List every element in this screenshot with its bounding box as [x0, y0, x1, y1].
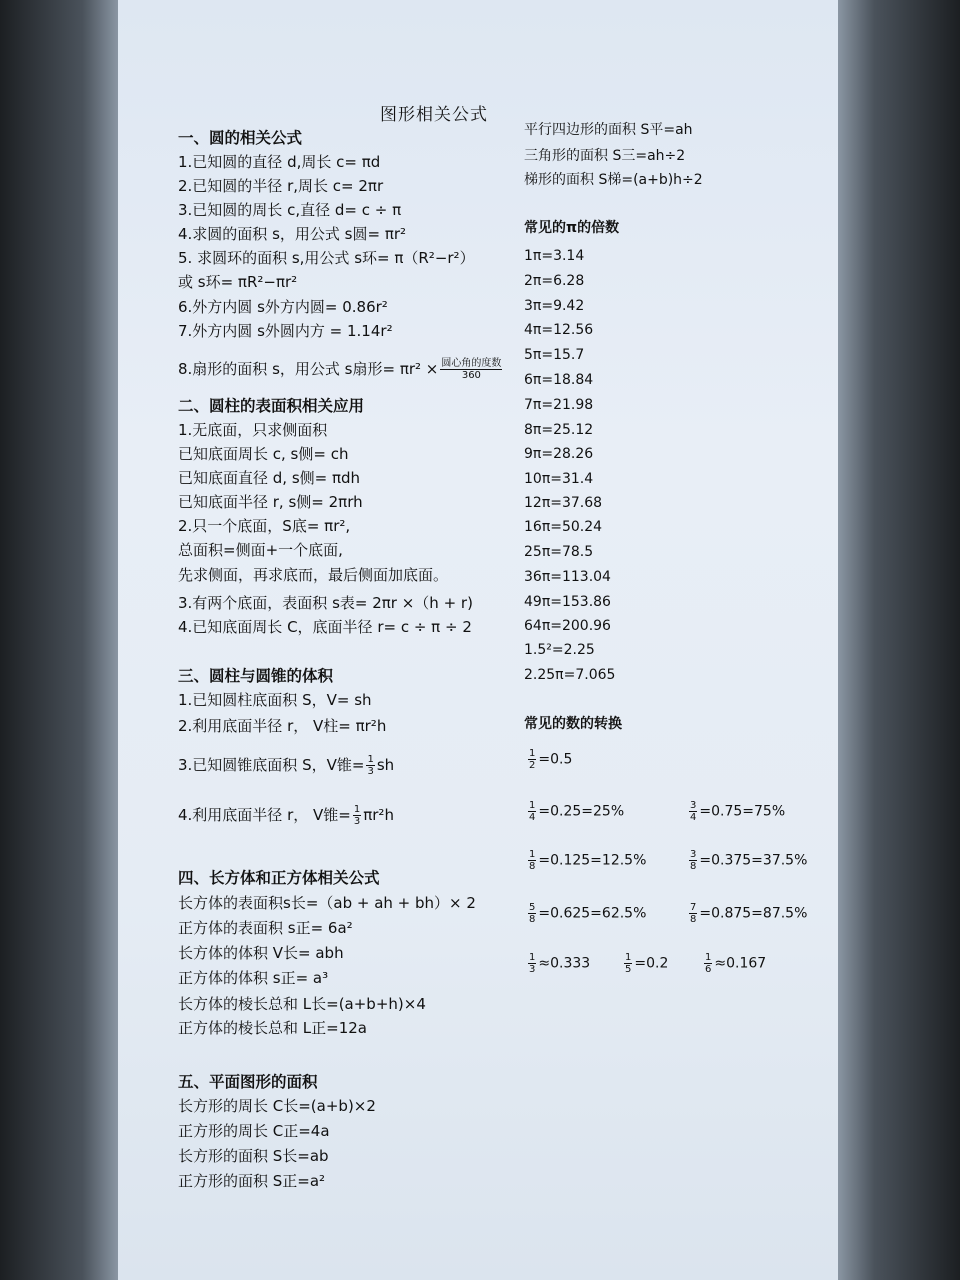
right-formula: 1.5²=2.25: [524, 642, 595, 658]
desk-right: [838, 0, 960, 1280]
fraction: $\frac{1}{8}$: [529, 849, 536, 872]
left-formula: 2.只一个底面，S底= πr²,: [178, 517, 351, 535]
left-formula: 正方体的体积 s正= a³: [178, 969, 329, 987]
left-formula: 3.已知圆锥底面积 S，V锥= $\frac{1}{3}$ sh: [178, 754, 395, 777]
fraction: $\frac{3}{4}$: [690, 800, 697, 823]
left-formula: 2.已知圆的半径 r,周长 c= 2πr: [178, 177, 384, 195]
left-formula: 5. 求圆环的面积 s,用公式 s环= π（R²−r²）: [178, 249, 475, 267]
left-formula: 长方形的面积 S长=ab: [178, 1147, 329, 1165]
fraction-conversion: $\frac{1}{2}$ =0.5: [529, 748, 573, 771]
fraction: $\frac{5}{8}$: [529, 902, 536, 925]
right-formula: 7π=21.98: [524, 397, 594, 413]
left-formula: 4.已知底面周长 C，底面半径 r= c ÷ π ÷ 2: [178, 618, 472, 636]
fraction-conversion: $\frac{1}{4}$ =0.25=25%: [529, 800, 625, 823]
left-formula: 3.已知圆的周长 c,直径 d= c ÷ π: [178, 201, 402, 219]
right-formula: 2.25π=7.065: [524, 667, 616, 683]
right-formula: 64π=200.96: [524, 618, 611, 634]
left-formula: 1.已知圆的直径 d,周长 c= πd: [178, 153, 381, 171]
fraction-conversion: $\frac{1}{3}$ ≈0.333: [529, 952, 591, 975]
fraction-conversion: $\frac{3}{8}$ =0.375=37.5%: [690, 849, 808, 872]
right-formula: 5π=15.7: [524, 347, 585, 363]
left-formula: 正方形的周长 C正=4a: [178, 1122, 330, 1140]
left-formula: 6.外方内圆 s外方内圆= 0.86r²: [178, 298, 388, 316]
right-formula: 2π=6.28: [524, 273, 585, 289]
left-formula: 已知底面直径 d, s侧= πdh: [178, 469, 361, 487]
left-formula: 已知底面周长 c, s侧= ch: [178, 445, 349, 463]
fraction-conversion: $\frac{5}{8}$ =0.625=62.5%: [529, 902, 647, 925]
right-formula: 1π=3.14: [524, 248, 585, 264]
fraction: $\frac{3}{8}$: [690, 849, 697, 872]
left-formula: 正方体的棱长总和 L正=12a: [178, 1019, 367, 1037]
left-formula: 长方体的棱长总和 L长=(a+b+h)×4: [178, 995, 426, 1013]
fraction: $\frac{\text{圆心角的度数}}{360}$: [441, 358, 502, 381]
fraction: $\frac{7}{8}$: [690, 902, 697, 925]
left-formula: 总面积=侧面+一个底面,: [178, 541, 343, 559]
fraction: $\frac{1}{3}$: [529, 952, 536, 975]
left-formula: 正方形的面积 S正=a²: [178, 1172, 326, 1190]
fraction-conversion: $\frac{1}{8}$ =0.125=12.5%: [529, 849, 647, 872]
right-formula: 12π=37.68: [524, 495, 603, 511]
right-formula: 三角形的面积 S三=ah÷2: [524, 148, 686, 164]
fraction: $\frac{1}{4}$: [529, 800, 536, 823]
right-formula: 9π=28.26: [524, 446, 594, 462]
right-heading: 常见的π的倍数: [524, 220, 620, 236]
fraction: $\frac{1}{5}$: [625, 952, 632, 975]
left-formula: 3.有两个底面，表面积 s表= 2πr ×（h + r): [178, 594, 473, 612]
page-title: 图形相关公式: [380, 105, 488, 125]
left-formula: 长方体的表面积s长=（ab + ah + bh）× 2: [178, 894, 476, 912]
left-heading: 四、长方体和正方体相关公式: [178, 869, 380, 887]
right-formula: 10π=31.4: [524, 471, 594, 487]
desk-left: [0, 0, 118, 1280]
fraction: $\frac{1}{3}$: [367, 754, 374, 777]
right-formula: 16π=50.24: [524, 519, 603, 535]
left-formula: 2.利用底面半径 r， V柱= πr²h: [178, 717, 387, 735]
fraction-conversion: $\frac{1}{5}$ =0.2: [625, 952, 669, 975]
right-heading: 常见的数的转换: [524, 716, 622, 732]
left-heading: 二、圆柱的表面积相关应用: [178, 397, 365, 415]
left-formula: 长方形的周长 C长=(a+b)×2: [178, 1097, 376, 1115]
left-formula: 1.已知圆柱底面积 S，V= sh: [178, 691, 372, 709]
right-formula: 49π=153.86: [524, 594, 611, 610]
fraction: $\frac{1}{2}$: [529, 748, 536, 771]
right-formula: 8π=25.12: [524, 422, 594, 438]
left-heading: 五、平面图形的面积: [178, 1073, 318, 1091]
fraction-conversion: $\frac{3}{4}$ =0.75=75%: [690, 800, 786, 823]
right-formula: 25π=78.5: [524, 544, 594, 560]
left-formula: 4.利用底面半径 r， V锥= $\frac{1}{3}$ πr²h: [178, 804, 394, 827]
fraction: $\frac{1}{3}$: [353, 804, 361, 827]
right-formula: 3π=9.42: [524, 298, 585, 314]
left-formula: 8.扇形的面积 s，用公式 s扇形= πr² × $\frac{\text{圆心角的度数}}{360}$: [178, 358, 502, 381]
left-heading: 一、圆的相关公式: [178, 129, 303, 147]
left-formula: 长方体的体积 V长= abh: [178, 944, 344, 962]
left-formula: 先求侧面，再求底而，最后侧面加底面。: [178, 566, 449, 584]
left-formula: 7.外方内圆 s外圆内方 = 1.14r²: [178, 322, 393, 340]
left-formula: 或 s环= πR²−πr²: [178, 273, 298, 291]
right-formula: 4π=12.56: [524, 322, 594, 338]
right-formula: 平行四边形的面积 S平=ah: [524, 122, 693, 138]
left-formula: 已知底面半径 r, s侧= 2πrh: [178, 493, 363, 511]
right-formula: 36π=113.04: [524, 569, 611, 585]
left-formula: 4.求圆的面积 s，用公式 s圆= πr²: [178, 225, 407, 243]
fraction: $\frac{1}{6}$: [705, 952, 712, 975]
right-formula: 梯形的面积 S梯=(a+b)h÷2: [524, 172, 703, 188]
fraction-conversion: $\frac{7}{8}$ =0.875=87.5%: [690, 902, 808, 925]
fraction-conversion: $\frac{1}{6}$ ≈0.167: [705, 952, 767, 975]
right-formula: 6π=18.84: [524, 372, 594, 388]
left-formula: 1.无底面，只求侧面积: [178, 421, 328, 439]
left-heading: 三、圆柱与圆锥的体积: [178, 667, 334, 685]
left-formula: 正方体的表面积 s正= 6a²: [178, 919, 353, 937]
